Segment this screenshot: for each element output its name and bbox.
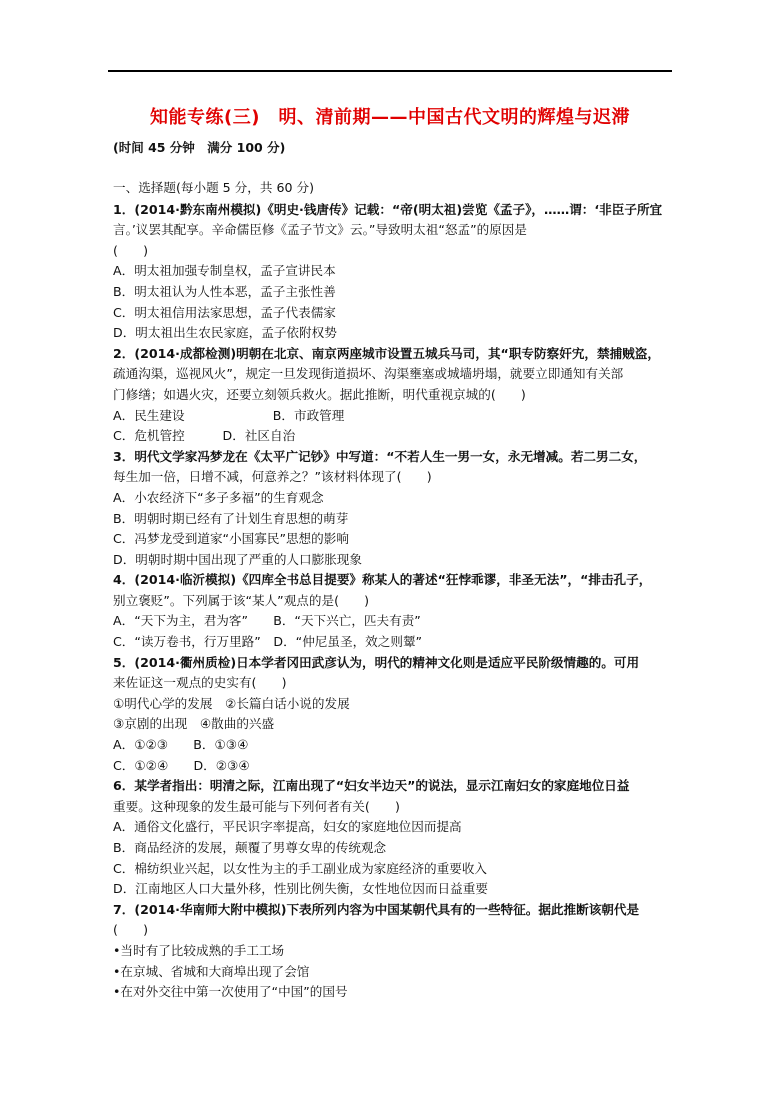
text-line: 每生加一倍，日增不减，何意养之？”该材料体现了( ) — [113, 469, 432, 485]
text-line: C．冯梦龙受到道家“小国寡民”思想的影响 — [113, 531, 349, 547]
question-lines — [113, 200, 673, 1003]
text-line: 来佐证这一观点的史实有( ) — [113, 675, 287, 691]
text-line: •在对外交往中第一次使用了“中国”的国号 — [113, 984, 348, 1000]
text-line: C．明太祖信用法家思想，孟子代表儒家 — [113, 304, 336, 320]
question-body — [113, 178, 673, 1003]
text-line: C．棉纺织业兴起，以女性为主的手工副业成为家庭经济的重要收入 — [113, 860, 488, 876]
text-line: C．①②④ D．②③④ — [113, 757, 250, 773]
text-line: •当时有了比较成熟的手工工场 — [113, 942, 285, 958]
text-line: 5．(2014·衢州质检)日本学者冈田武彦认为，明代的精神文化则是适应平民阶级情趣的。可用 — [113, 654, 640, 670]
top-rule — [108, 70, 672, 72]
text-line: 别立褒贬”。下列属于该“某人”观点的是( ) — [113, 592, 370, 608]
page-title: 知能专练(三) 明、清前期——中国古代文明的辉煌与迟滞 — [150, 107, 630, 128]
text-line: A．①②③ B．①③④ — [113, 737, 249, 753]
text-line: B．明太祖认为人性本恶，孟子主张性善 — [113, 283, 336, 299]
text-line: A．通俗文化盛行，平民识字率提高，妇女的家庭地位因而提高 — [113, 819, 462, 835]
text-line: ①明代心学的发展 ②长篇白话小说的发展 — [113, 695, 350, 711]
text-line: A．“天下为主，君为客” B．“天下兴亡，匹夫有责” — [113, 613, 421, 629]
text-line: A．民生建设 B．市政管理 — [113, 407, 345, 423]
text-line: B．商品经济的发展，颠覆了男尊女卑的传统观念 — [113, 840, 387, 855]
text-line: 言。’议罢其配享。辛命儒臣修《孟子节文》云。”导致明太祖“怒孟”的原因是 — [113, 222, 527, 238]
text-line: •在京城、省城和大商埠出现了会馆 — [113, 963, 310, 979]
text-line: ③京剧的出现 ④散曲的兴盛 — [113, 716, 275, 732]
text-line: ( ) — [113, 922, 149, 938]
text-line: 重要。这种现象的发生最可能与下列何者有关( ) — [113, 798, 400, 814]
text-line: 4．(2014·临沂模拟)《四库全书总目提要》称某人的著述“狂悖乖谬，非圣无法”，“排击孔子， — [113, 572, 652, 588]
text-line: 3．明代文学家冯梦龙在《太平广记钞》中写道：“不若人生一男一女，永无增减。若二男二女， — [113, 448, 647, 464]
section-heading: 一、选择题(每小题 5 分，共 60 分) — [113, 180, 315, 195]
text-line: C．“读万卷书，行万里路” D．“仲尼虽圣，效之则颦” — [113, 634, 423, 650]
exam-meta: (时间 45 分钟 满分 100 分) — [113, 140, 286, 155]
text-line: C．危机管控 D．社区自治 — [113, 428, 296, 444]
text-line: 门修缮；如遇火灾，还要立刻领兵救火。据此推断，明代重视京城的( ) — [113, 386, 526, 402]
text-line: 1．(2014·黔东南州模拟)《明史·钱唐传》记载：“帝(明太祖)尝览《孟子》，……谓：‘非臣子所宜 — [113, 201, 663, 217]
text-line: D．明朝时期中国出现了严重的人口膨胀现象 — [113, 551, 362, 567]
text-line: ( ) — [113, 242, 149, 258]
text-line: 6．某学者指出：明清之际，江南出现了“妇女半边天”的说法，显示江南妇女的家庭地位日益 — [113, 778, 630, 794]
text-line: 2．(2014·成都检测)明朝在北京、南京两座城市设置五城兵马司，其“职专防察奸宄，禁捕贼盗， — [113, 345, 660, 361]
text-line: A．小农经济下“多子多福”的生育观念 — [113, 489, 324, 505]
text-line: D．明太祖出生农民家庭，孟子依附权势 — [113, 325, 337, 341]
text-line: 疏通沟渠，巡视风火”，规定一旦发现街道损坏、沟渠壅塞或城墙坍塌，就要立即通知有关部 — [113, 366, 624, 382]
text-line: 7．(2014·华南师大附中模拟)下表所列内容为中国某朝代具有的一些特征。据此推断该朝代是 — [113, 901, 640, 917]
text-line: D．江南地区人口大量外移，性别比例失衡，女性地位因而日益重要 — [113, 881, 488, 897]
text-line: B．明朝时期已经有了计划生育思想的萌芽 — [113, 510, 349, 526]
text-line: A．明太祖加强专制皇权，孟子宣讲民本 — [113, 263, 336, 279]
